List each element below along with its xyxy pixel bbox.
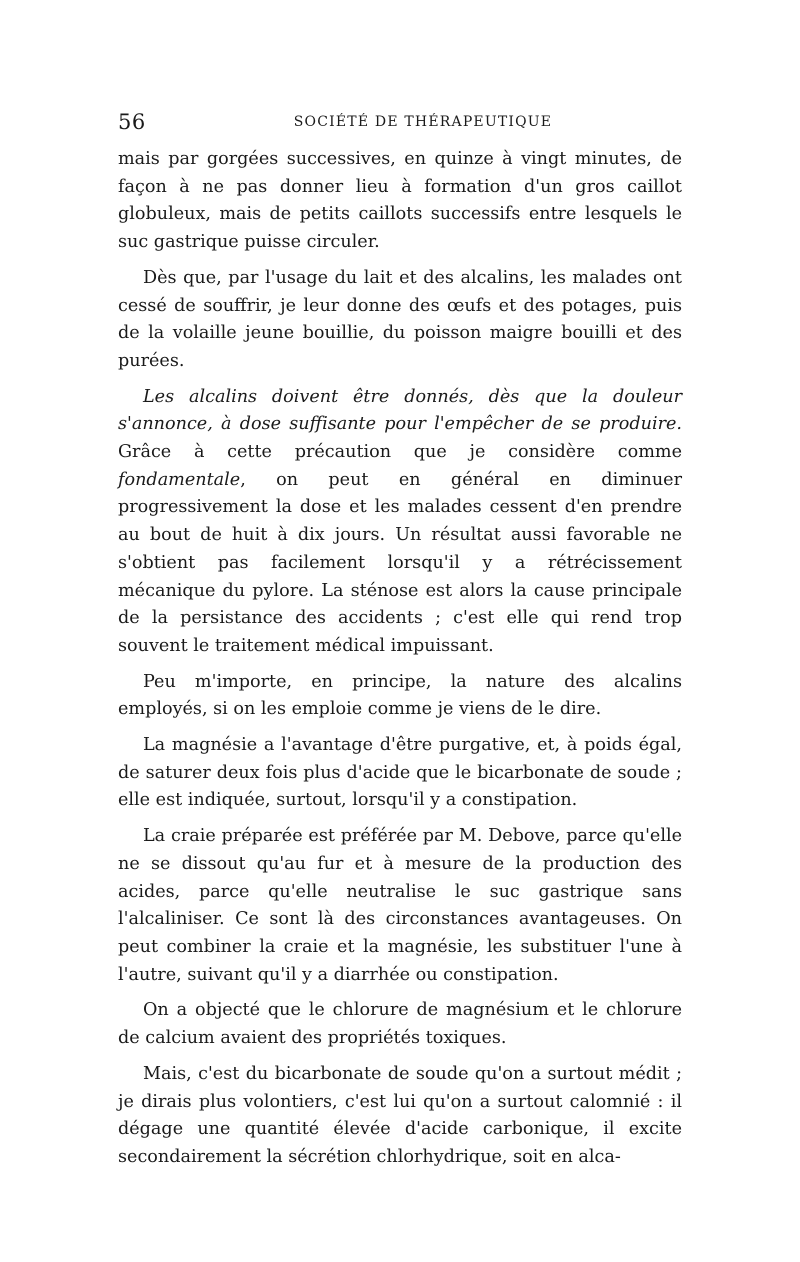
paragraph-continuation: mais par gorgées successives, en quinze à vingt minutes, de façon à ne pas donner lieu à formation d'un gros caillot globuleux, mais de petits caillots successifs entre lesquels le suc gastrique puisse circuler. [118,149,682,253]
paragraph-chalk: La craie préparée est préférée par M. Debove, parce qu'elle ne se dissout qu'au fur et à mesure de la production des acides, parce qu'elle neutralise le suc gastrique sans l'alcaliniser. Ce sont là des circonstances avantageuses. On peut combiner la craie et la magnésie, les substituer l'une à l'autre, suivant qu'il y a diarrhée ou constipation. [118,826,682,985]
paragraph-magnesia: La magnésie a l'avantage d'être purgative, et, à poids égal, de saturer deux fois plus d'acide que le bicarbonate de soude ; elle est indiquée, surtout, lorsqu'il y a constipation. [118,735,682,811]
paragraph-bicarbonate: Mais, c'est du bicarbonate de soude qu'on a surtout médit ; je dirais plus volontiers, c'est lui qu'on a surtout calomnié : il dégage une quantité élevée d'acide carbonique, il excite secondairement la sécrétion chlorhydrique, soit en alca- [118,1063,682,1167]
running-header [118,110,682,140]
book-page [118,110,682,1180]
paragraph-alkali-nature: Peu m'importe, en principe, la nature des alcalins employés, si on les emploie comme je viens de le dire. [118,671,682,720]
paragraph-diet: Dès que, par l'usage du lait et des alcalins, les malades ont cessé de souffrir, je leur donne des œufs et des potages, puis de la volaille jeune bouillie, du poisson maigre bouilli et des purées. [118,267,682,371]
page-number: 56 [118,110,146,134]
paragraph-alkalis-dosage [118,384,682,661]
paragraph-text: , on peut en général en diminuer progressivement la dose et les malades cessent d'en prendre au bout de huit à dix jours. Un résultat aussi favorable ne s'obtient pas facilement lorsqu'il y a rétrécissement mécanique du pylore. La sténose est alors la cause principale de la persistance des accidents ; c'est elle qui rend trop souvent le traitement médical impuissant. [118,469,682,656]
paragraph-text: Grâce à cette précaution que je considère comme [118,442,682,463]
emphasis-alkalis-rule: Les alcalins doivent être donnés, dès que la douleur s'annonce, à dose suffisante pour l'empêcher de se produire. [118,386,682,435]
paragraph-chlorides: On a objecté que le chlorure de magnésium et le chlorure de calcium avaient des propriétés toxiques. [118,1000,682,1049]
running-header-title: SOCIÉTÉ DE THÉRAPEUTIQUE [293,114,553,130]
emphasis-fondamentale: fondamentale [118,469,241,490]
